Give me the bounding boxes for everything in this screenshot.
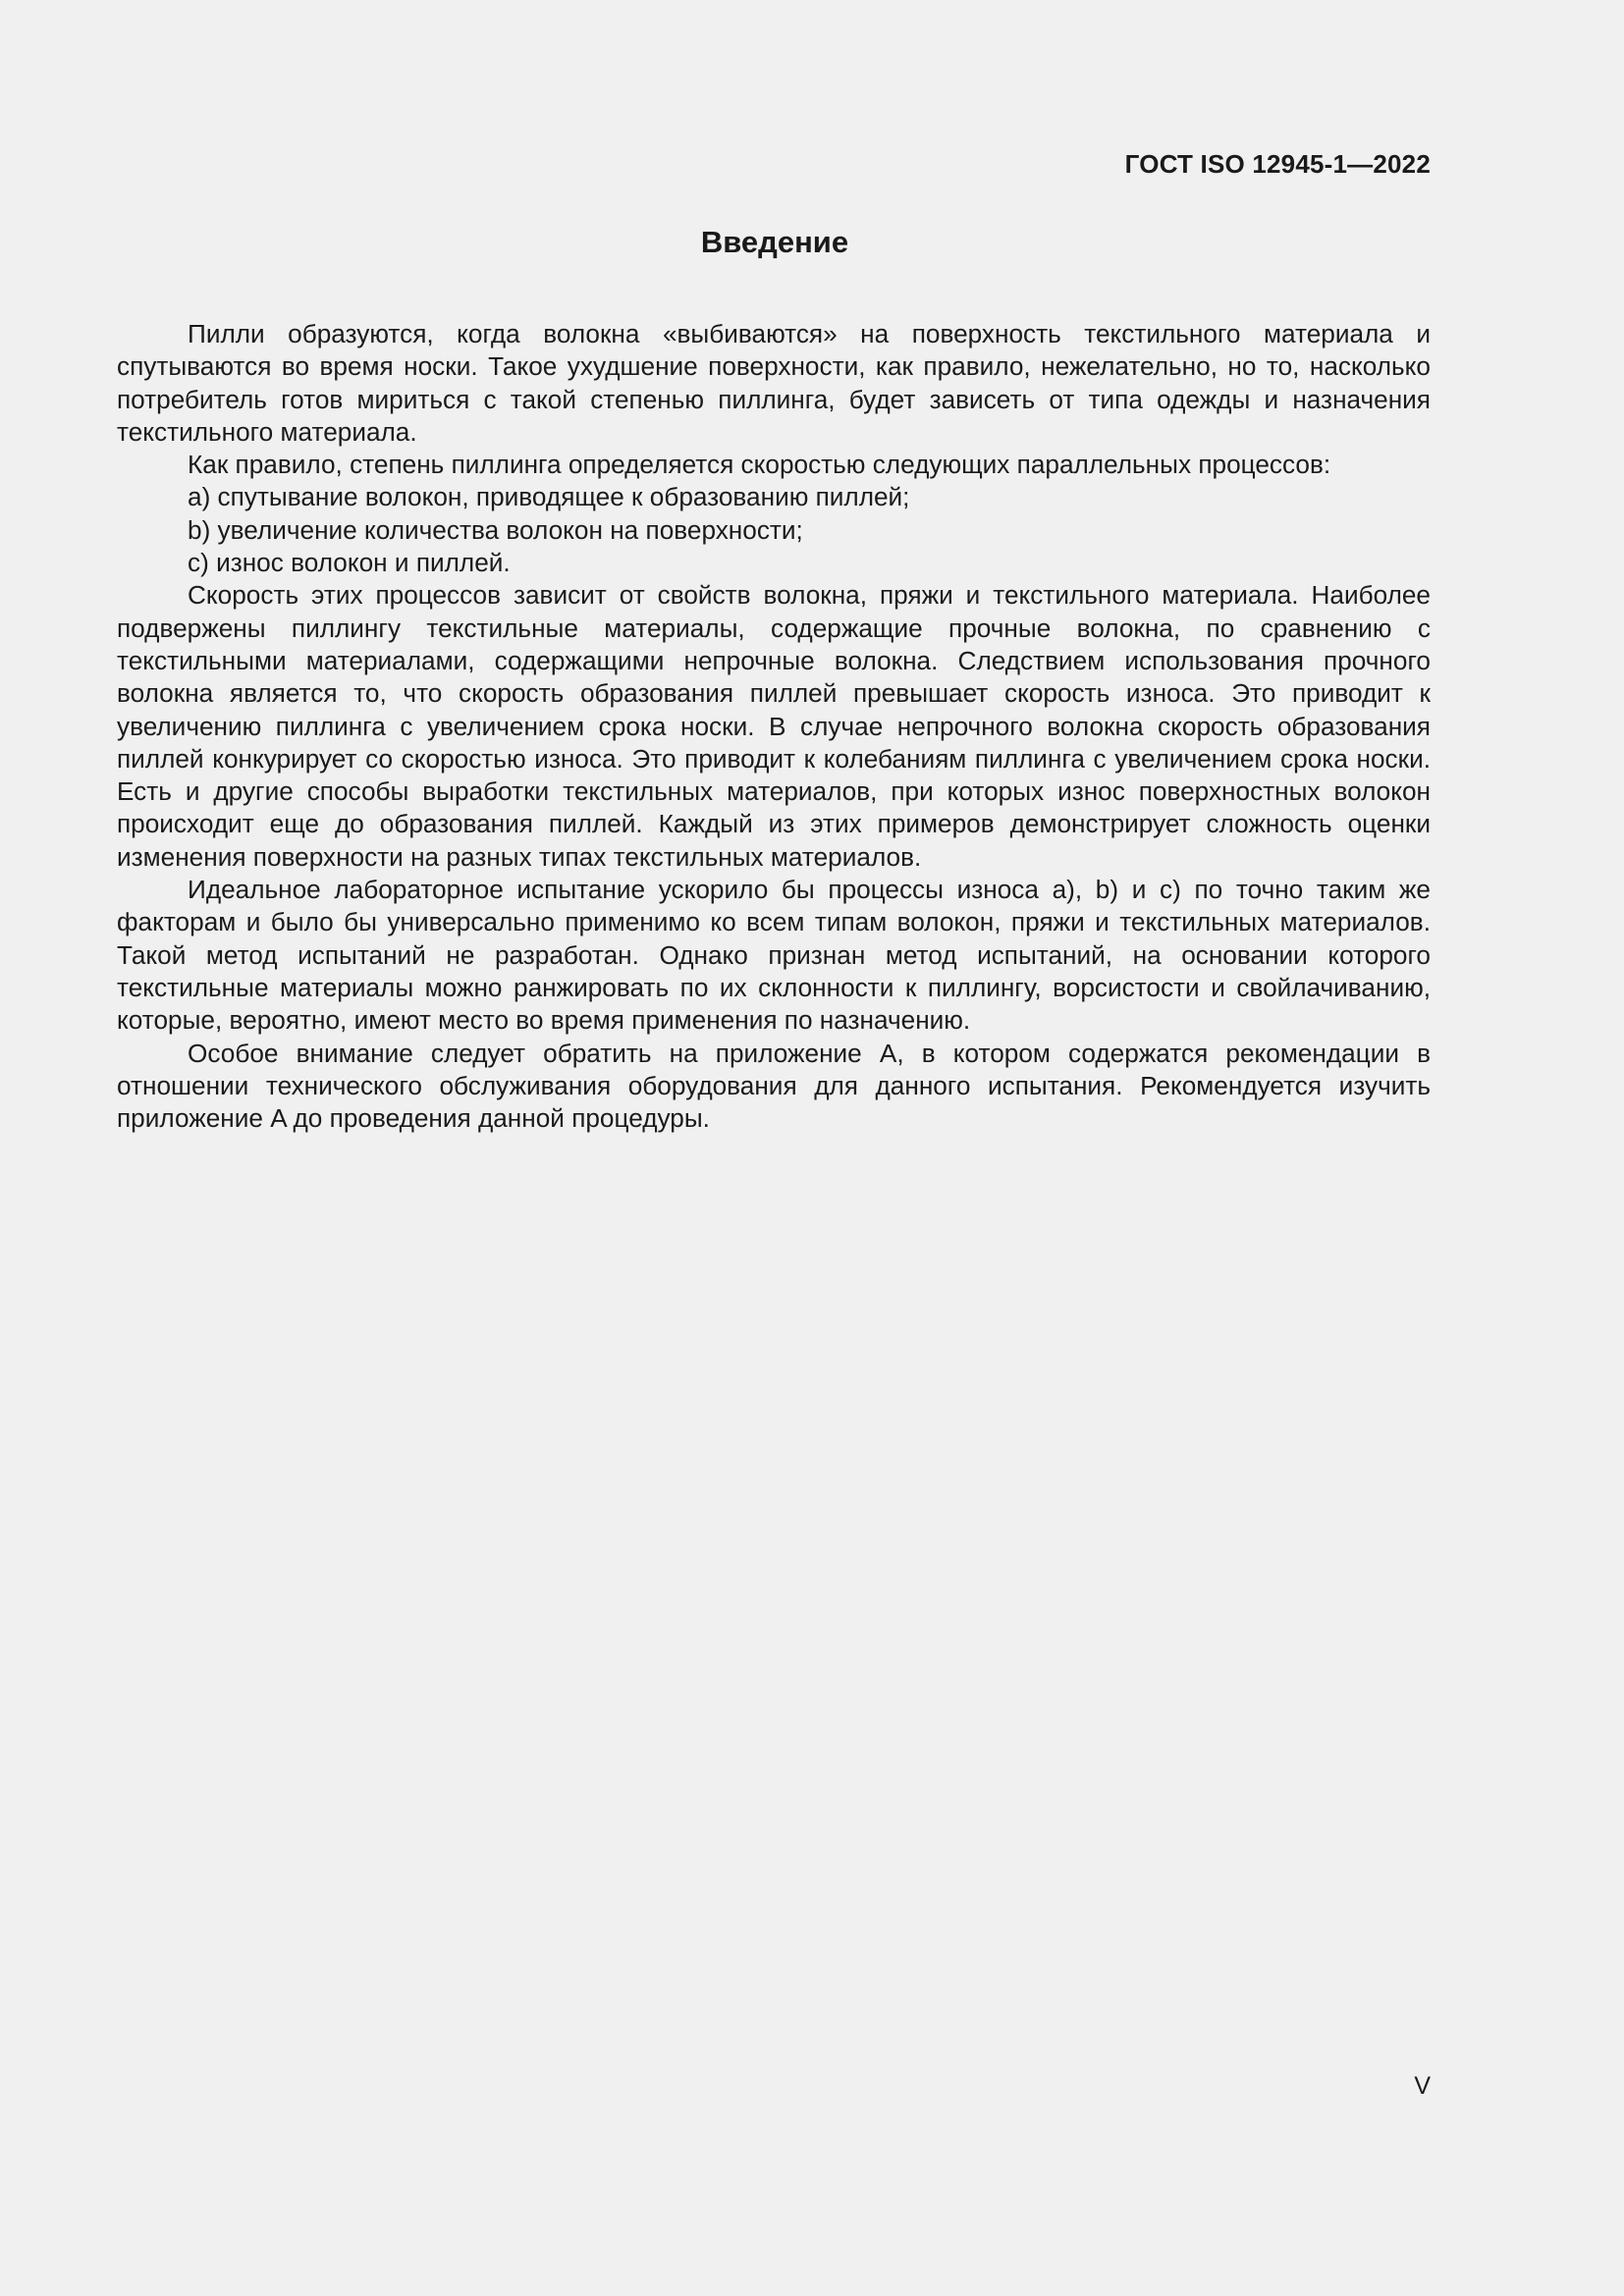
body-text xyxy=(117,318,1431,1135)
section-title xyxy=(0,225,1624,260)
list-item: a) спутывание волокон, приводящее к образованию пиллей; xyxy=(188,482,910,512)
paragraph: Как правило, степень пиллинга определяется скоростью следующих параллельных процессов: xyxy=(188,450,1331,480)
paragraph: Особое внимание следует обратить на приложение A, в котором содержатся рекомендации в отношении технического обслуживания оборудования для данного испытания. Рекомендуется изучить приложение A до проведения данной процедуры. xyxy=(117,1038,1431,1134)
paragraph: Идеальное лабораторное испытание ускорило бы процессы износа a), b) и c) по точно таким же факторам и было бы универсально применимо ко всем типам волокон, пряжи и текстильных материалов. Такой метод испытаний не разработан. Однако признан метод испытаний, на основании которого текстильные материалы можно ранжировать по их склонности к пиллингу, ворсистости и свойлачиванию, которые, вероятно, имеют место во время применения по назначению. xyxy=(117,875,1431,1036)
page-number: V xyxy=(1414,2072,1431,2100)
paragraph: Пилли образуются, когда волокна «выбиваются» на поверхность текстильного материала и спутываются во время носки. Такое ухудшение поверхности, как правило, нежелательно, но то, насколько потребитель готов мириться с такой степенью пиллинга, будет зависеть от типа одежды и назначения текстильного материала. xyxy=(117,319,1431,447)
list-item: c) износ волокон и пиллей. xyxy=(188,548,511,578)
list-item: b) увеличение количества волокон на поверхности; xyxy=(188,514,803,545)
document-code-header: ГОСТ ISO 12945-1—2022 xyxy=(1124,149,1431,179)
section-title-text: Введение xyxy=(700,225,849,259)
paragraph: Скорость этих процессов зависит от свойств волокна, пряжи и текстильного материала. Наиболее подвержены пиллингу текстильные материалы, содержащие прочные волокна, по сравнению с текстильными материалами, содержащими непрочные волокна. Следствием использования прочного волокна является то, что скорость образования пиллей превышает скорость износа. Это приводит к увеличению пиллинга с увеличением срока носки. В случае непрочного волокна скорость образования пиллей конкурирует со скоростью износа. Это приводит к колебаниям пиллинга с увеличением срока носки. Есть и другие способы выработки текстильных материалов, при которых износ поверхностных волокон происходит еще до образования пиллей. Каждый из этих примеров демонстрирует сложность оценки изменения поверхности на разных типах текстильных материалов. xyxy=(117,580,1431,872)
